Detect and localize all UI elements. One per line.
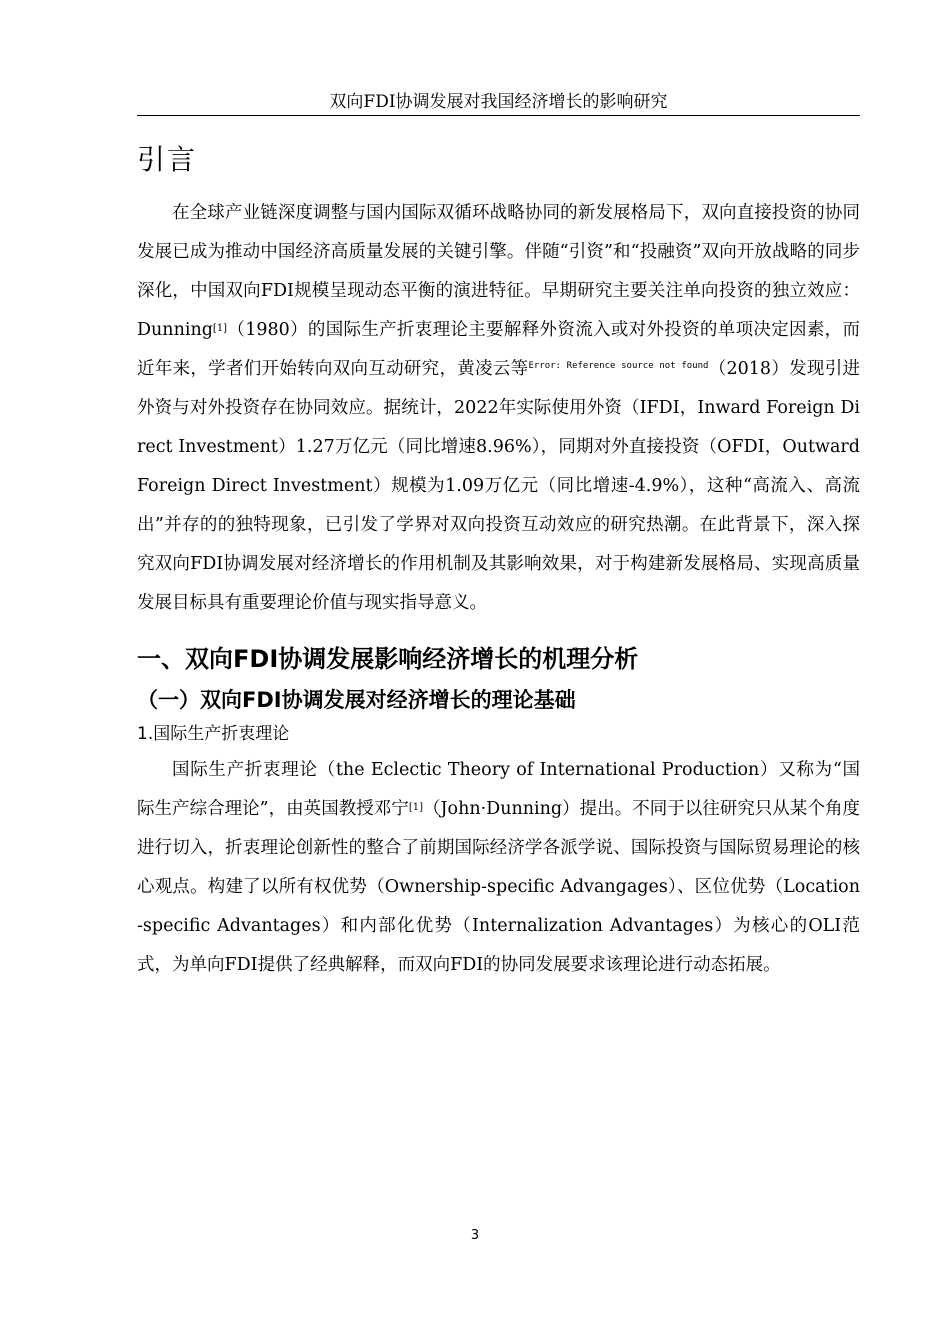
intro-text-part-2: （1980）的国际生产折衷理论主要解释外资流入或对外投资的单项决定因素，而近年来，学者们开始转向双向互动研究，黄凌云等 <box>137 320 860 379</box>
intro-heading: 引言 <box>137 143 198 176</box>
reference-error-marker: Error: Reference source not found <box>528 361 709 371</box>
eclectic-text-part-2: （John·Dunning）提出。不同于以往研究只从某个角度进行切入，折衷理论创新性的整合了前期国际经济学各派学说、国际投资与国际贸易理论的核心观点。构建了以所有权优势（Ownership-specific Advangages）、区位优势（Location-specific Advantages）和内部化优势（Internalization Advantages）为核心的OLI范式，为单向FDI提供了经典解释，而双向FDI的协同发展要求该理论进行动态拓展。 <box>137 799 860 975</box>
page-number: 3 <box>470 1228 480 1243</box>
citation-ref-1[interactable]: [1] <box>212 323 228 334</box>
section-1-heading: 一、双向FDI协调发展影响经济增长的机理分析 <box>137 645 639 673</box>
subsubsection-1-heading: 1.国际生产折衷理论 <box>137 724 290 744</box>
body-column <box>137 140 860 985</box>
intro-text-part-3: （2018）发现引进外资与对外投资存在协同效应。据统计，2022年实际使用外资（IFDI，Inward Foreign Direct Investment）1.27万亿元（同比增速8.96%），同期对外直接投资（OFDI，Outward Foreign Direct Investment）规模为1.09万亿元（同比增速-4.9%），这种“高流入、高流出”并存的的独特现象，已引发了学界对双向投资互动效应的研究热潮。在此背景下，深入探究双向FDI协调发展对经济增长的作用机制及其影响效果，对于构建新发展格局、实现高质量发展目标具有重要理论价值与现实指导意义。 <box>137 359 861 613</box>
intro-text-part-1: 在全球产业链深度调整与国内国际双循环战略协同的新发展格局下，双向直接投资的协同发展已成为推动中国经济高质量发展的关键引擎。伴随“引资”和“投融资”双向开放战略的同步深化，中国双向FDI规模呈现动态平衡的演进特征。早期研究主要关注单向投资的独立效应：Dunning <box>137 203 860 340</box>
subsection-1-heading: （一）双向FDI协调发展对经济增长的理论基础 <box>137 688 576 712</box>
eclectic-text-part-1: 国际生产折衷理论（the Eclectic Theory of International Production）又称为“国际生产综合理论”，由英国教授邓宁 <box>137 760 860 819</box>
running-header: 双向FDI协调发展对我国经济增长的影响研究 <box>137 90 860 116</box>
citation-ref-dunning[interactable]: [1] <box>408 802 423 813</box>
eclectic-theory-paragraph <box>137 751 860 985</box>
intro-paragraph <box>137 194 860 623</box>
